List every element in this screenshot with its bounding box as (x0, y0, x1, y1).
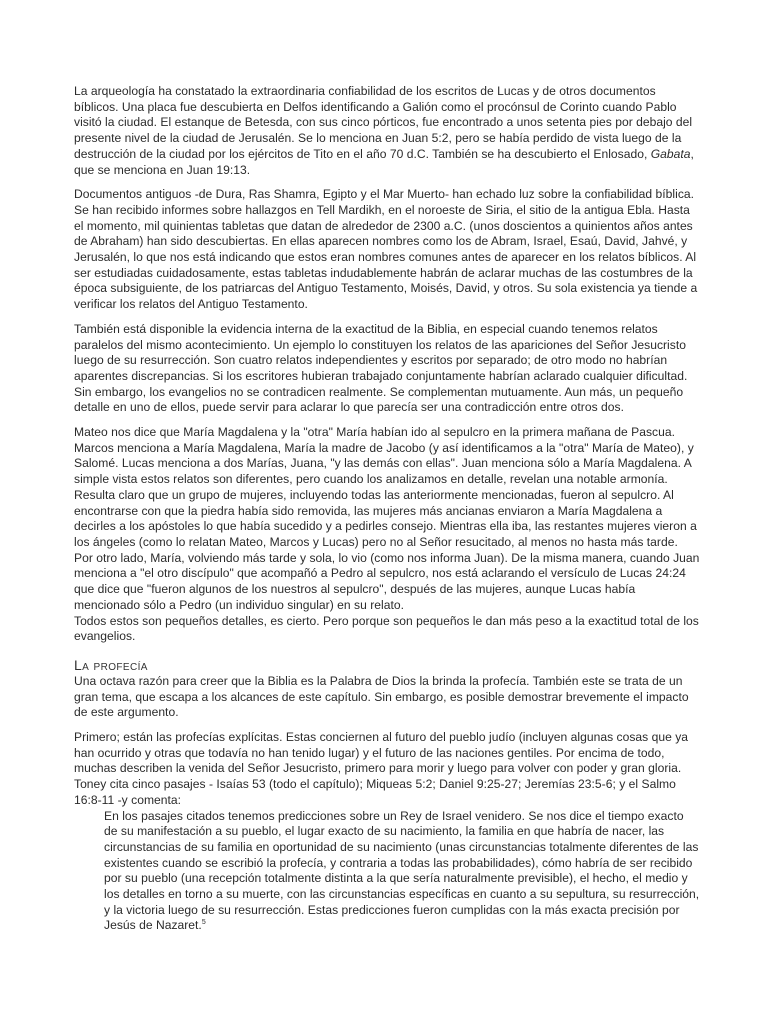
block-quote (104, 809, 700, 935)
paragraph-explicit-prophecies: Primero; están las profecías explícitas. Estas conciernen al futuro del pueblo judío (incluyen algunas cosas que ya han ocurrido y otras que todavía no han tenido lugar) y el futuro de las naciones gentiles. Por encima de todo, muchas describen la venida del Señor Jesucristo, primero para morir y luego para volver con poder y gran gloria. Toney cita cinco pasajes - Isaías 53 (todo el capítulo); Miqueas 5:2; Daniel 9:25-27; Jeremías 23:5-6; y el Salmo 16:8-11 -y comenta: (74, 730, 689, 807)
paragraph-prophecy-intro: Una octava razón para creer que la Biblia es la Palabra de Dios la brinda la profecía. También este se trata de un gran tema, que escapa a los alcances de este capítulo. Sin embargo, es posible demostrar brevemente el impacto de este argumento. (74, 673, 689, 720)
paragraph-ancient-documents: Documentos antiguos -de Dura, Ras Shamra, Egipto y el Mar Muerto- han echado luz sobre la confiabilidad bíblica. Se han recibido informes sobre hallazgos en Tell Mardikh, en el noroeste de Siria, el sitio de la antigua Ebla. Hasta el momento, mil quinientas tabletas que datan de alrededor de 2300 a.C. (unos doscientos a quinientos años antes de Abraham) han sido descubiertas. En ellas aparecen nombres como los de Abram, Israel, Esaú, David, Jahvé, y Jerusalén, lo que nos está indicando que estos eran nombres comunes antes de aparecer en los relatos bíblicos. Al ser estudiadas cuidadosamente, estas tabletas indudablemente habrán de aclarar muchas de las costumbres de la época subsiguiente, de los patriarcas del Antiguo Testamento, Moisés, David, y otros. Su sola existencia ya tiende a verificar los relatos del Antiguo Testamento. (74, 187, 698, 312)
section-heading-prophecy: La profecía (74, 656, 148, 673)
paragraph-gospel-harmony: Mateo nos dice que María Magdalena y la "otra" María habían ido al sepulcro en la primera mañana de Pascua. Marcos menciona a María Magdalena, María la madre de Jacobo (y así identificamos a la "otra" María de Mateo), y Salomé. Lucas menciona a dos Marías, Juana, "y las demás con ellas". Juan menciona sólo a María Magdalena. A simple vista estos relatos son diferentes, pero cuando los analizamos en detalle, revelan una notable armonía. Resulta claro que un grupo de mujeres, incluyendo todas las anteriormente mencionadas, fueron al sepulcro. Al encontrarse con que la piedra había sido removida, las mujeres más ancianas enviaron a María Magdalena a decirles a los apóstoles lo que había sucedido y a pedirles consejo. Mientras ella iba, las restantes mujeres vieron a los ángeles (como lo relatan Mateo, Marcos y Lucas) pero no al Señor resucitado, al menos no hasta más tarde. Por otro lado, María, volviendo más tarde y sola, lo vio (como nos informa Juan). De la misma manera, cuando Juan menciona a "el otro discípulo" que acompañó a Pedro al sepulcro, nos está aclarando el versículo de Lucas 24:24 que dice que "fueron algunos de los nuestros al sepulcro", después de las mujeres, aunque Lucas había mencionado sólo a Pedro (un individuo singular) en su relato. (74, 425, 700, 612)
footnote-marker[interactable]: 5 (201, 919, 206, 927)
paragraph-small-details: Todos estos son pequeños detalles, es cierto. Pero porque son pequeños le dan más peso a la exactitud total de los evangelios. (74, 613, 699, 644)
paragraph-archaeology-end: , que se menciona en Juan 19:13. (74, 146, 694, 177)
document-page (74, 84, 700, 934)
gabata-term: Gabata (650, 146, 691, 161)
paragraph-archaeology (74, 84, 700, 178)
block-quote-text: En los pasajes citados tenemos predicciones sobre un Rey de Israel venidero. Se nos dice el tiempo exacto de su manifestación a su pueblo, el lugar exacto de su nacimiento, la familia en que habría de nacer, las circunstancias de su familia en oportunidad de su nacimiento (unas circunstancias totalmente diferentes de las existentes cuando se escribió la profecía, y contraria a todas las probabilidades), cómo habría de ser recibido por su pueblo (una recepción totalmente distinta a la que sería naturalmente previsible), el hecho, el medio y los detalles en torno a su muerte, con las circunstancias específicas en cuanto a su sepultura, su resurrección, y la victoria luego de su resurrección. Estas predicciones fueron cumplidas con la más exacta precisión por Jesús de Nazaret. (104, 808, 700, 933)
paragraph-archaeology-text: La arqueología ha constatado la extraordinaria confiabilidad de los escritos de Lucas y de otros documentos bíblicos. Una placa fue descubierta en Delfos identificando a Galión como el procónsul de Corinto cuando Pablo visitó la ciudad. El estanque de Betesda, con sus cinco pórticos, fue encontrado a unos setenta pies por debajo del presente nivel de la ciudad de Jerusalén. Se lo menciona en Juan 5:2, pero se había perdido de vista luego de la destrucción de la ciudad por los ejércitos de Tito en el año 70 d.C. También se ha descubierto el Enlosado, (74, 84, 693, 161)
paragraph-internal-evidence: También está disponible la evidencia interna de la exactitud de la Biblia, en especial cuando tenemos relatos paralelos del mismo acontecimiento. Un ejemplo lo constituyen los relatos de las apariciones del Señor Jesucristo luego de su resurrección. Son cuatro relatos independientes y escritos por separado; de otro modo no habrían aparentes discrepancias. Si los escritores hubieran trabajado conjuntamente habrían aclarado cualquier dificultad. Sin embargo, los evangelios no se contradicen realmente. Se complementan mutuamente. Aun más, un pequeño detalle en uno de ellos, puede servir para aclarar lo que parecía ser una contradicción entre otros dos. (74, 321, 688, 415)
